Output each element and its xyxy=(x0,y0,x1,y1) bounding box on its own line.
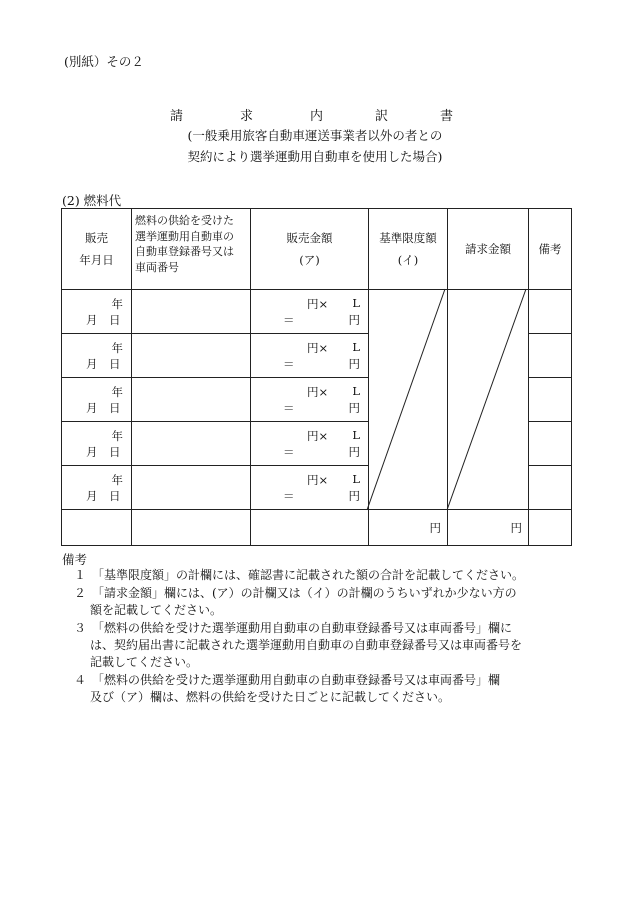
equals-label: ＝ xyxy=(283,401,295,415)
sales-amount-cell[interactable] xyxy=(251,466,369,510)
header-row xyxy=(62,209,572,290)
vehicle-number-cell[interactable] xyxy=(132,378,251,422)
yen-label: 円 xyxy=(348,489,360,503)
remarks-cell[interactable] xyxy=(529,334,572,378)
note-line: ３ 「燃料の供給を受けた選挙運動用自動車の自動車登録番号又は車両番号」欄に xyxy=(74,621,513,635)
title-char: 内 xyxy=(310,109,324,124)
total-limit-cell[interactable] xyxy=(369,510,448,546)
header-text: (イ) xyxy=(397,253,419,267)
remarks-cell[interactable] xyxy=(529,466,572,510)
header-vehicle-number xyxy=(132,209,251,290)
remarks-cell[interactable] xyxy=(529,378,572,422)
header-sales-amount xyxy=(251,209,369,290)
month-day-label: 月 日 xyxy=(86,445,121,459)
equals-label: ＝ xyxy=(283,489,295,503)
total-vehicle-cell xyxy=(132,510,251,546)
total-row xyxy=(62,510,572,546)
yen-times-label: 円× xyxy=(307,473,329,487)
header-text: 販売金額 xyxy=(286,231,333,245)
notes-heading: 備考 xyxy=(62,552,88,567)
note-line: 記載してください。 xyxy=(90,655,199,669)
year-label: 年 xyxy=(111,341,123,355)
yen-label: 円 xyxy=(348,357,360,371)
liter-label: L xyxy=(352,296,360,310)
header-text: 販売 xyxy=(85,231,108,245)
year-label: 年 xyxy=(111,297,123,311)
subtitle-line-1: (一般乗用旅客自動車運送事業者以外の者との xyxy=(187,128,443,143)
header-text: 選挙運動用自動車の xyxy=(135,229,234,243)
yen-label: 円 xyxy=(348,445,360,459)
sale-date-cell[interactable] xyxy=(62,466,132,510)
year-label: 年 xyxy=(111,473,123,487)
equals-label: ＝ xyxy=(283,313,295,327)
header-remarks: 備考 xyxy=(529,209,572,290)
header-text: 燃料の供給を受けた xyxy=(135,214,234,227)
header-sale-date xyxy=(62,209,132,290)
header-text: 自動車登録番号又は xyxy=(135,245,234,258)
header-text: (ア) xyxy=(299,253,320,267)
subtitle-line-2: 契約により選挙運動用自動車を使用した場合) xyxy=(187,149,443,164)
title-char: 請 xyxy=(170,109,184,124)
sales-amount-cell[interactable] xyxy=(251,290,369,334)
liter-label: L xyxy=(352,384,360,398)
fuel-cost-table xyxy=(61,208,572,546)
liter-label: L xyxy=(352,428,360,442)
yen-times-label: 円× xyxy=(307,385,329,399)
month-day-label: 月 日 xyxy=(86,489,121,503)
sale-date-cell[interactable] xyxy=(62,422,132,466)
title-char: 書 xyxy=(440,109,454,124)
header-text: 基準限度額 xyxy=(379,231,437,245)
sale-date-cell[interactable] xyxy=(62,290,132,334)
equals-label: ＝ xyxy=(283,445,295,459)
title-char: 訳 xyxy=(375,109,389,124)
yen-label: 円 xyxy=(348,313,360,327)
liter-label: L xyxy=(352,472,360,486)
vehicle-number-cell[interactable] xyxy=(132,290,251,334)
yen-label: 円 xyxy=(348,401,360,415)
annex-label: (別紙）その２ xyxy=(64,54,144,69)
sale-date-cell[interactable] xyxy=(62,378,132,422)
note-line: １ 「基準限度額」の計欄には、確認書に記載された額の合計を記載してください。 xyxy=(74,568,525,582)
year-label: 年 xyxy=(111,385,123,399)
claim-amount-merged-cell xyxy=(448,290,529,510)
title-char: 求 xyxy=(240,109,254,124)
remarks-cell[interactable] xyxy=(529,290,572,334)
yen-times-label: 円× xyxy=(307,429,329,443)
liter-label: L xyxy=(352,340,360,354)
sales-amount-cell[interactable] xyxy=(251,378,369,422)
header-limit-amount xyxy=(369,209,448,290)
header-text: 年月日 xyxy=(79,253,114,267)
sales-amount-cell[interactable] xyxy=(251,334,369,378)
yen-label: 円 xyxy=(429,520,441,535)
yen-times-label: 円× xyxy=(307,297,329,311)
month-day-label: 月 日 xyxy=(86,401,121,415)
section-heading: (2) 燃料代 xyxy=(62,193,122,208)
vehicle-number-cell[interactable] xyxy=(132,466,251,510)
month-day-label: 月 日 xyxy=(86,357,121,371)
table-row xyxy=(62,290,572,334)
month-day-label: 月 日 xyxy=(86,313,121,327)
sales-amount-cell[interactable] xyxy=(251,422,369,466)
vehicle-number-cell[interactable] xyxy=(132,422,251,466)
note-line: ４ 「燃料の供給を受けた選挙運動用自動車の自動車登録番号又は車両番号」欄 xyxy=(74,673,501,687)
header-text: 車両番号 xyxy=(135,260,179,274)
total-claim-cell[interactable] xyxy=(448,510,529,546)
total-sales-cell[interactable] xyxy=(251,510,369,546)
total-remarks-cell xyxy=(529,510,572,546)
header-claim-amount: 請求金額 xyxy=(448,209,529,290)
remarks-cell[interactable] xyxy=(529,422,572,466)
note-line: 額を記載してください。 xyxy=(90,603,223,617)
note-line: 及び（ア）欄は、燃料の供給を受けた日ごとに記載してください。 xyxy=(90,690,451,704)
equals-label: ＝ xyxy=(283,357,295,371)
sale-date-cell[interactable] xyxy=(62,334,132,378)
note-line: は、契約届出書に記載された選挙運動用自動車の自動車登録番号又は車両番号を xyxy=(90,638,523,652)
total-date-cell xyxy=(62,510,132,546)
vehicle-number-cell[interactable] xyxy=(132,334,251,378)
note-line: ２ 「請求金額」欄には、(ア）の計欄又は（イ）の計欄のうちいずれか少ない方の xyxy=(74,586,517,600)
yen-label: 円 xyxy=(510,520,522,535)
limit-amount-merged-cell xyxy=(369,290,448,510)
year-label: 年 xyxy=(111,429,123,443)
yen-times-label: 円× xyxy=(307,341,329,355)
